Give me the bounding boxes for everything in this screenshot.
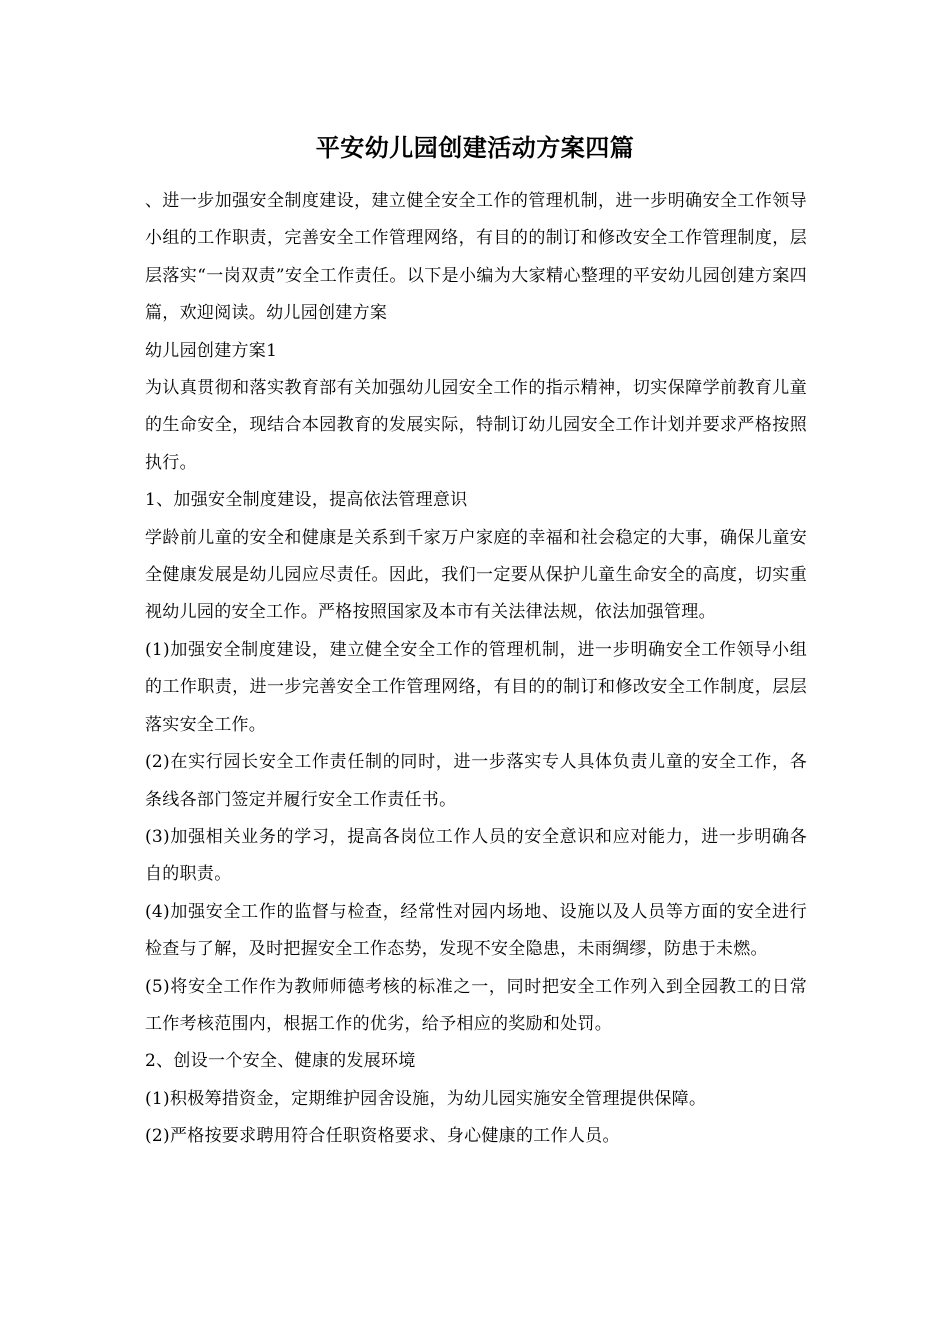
document-body bbox=[145, 183, 807, 1156]
section-heading-plan-1: 幼儿园创建方案1 bbox=[145, 340, 278, 361]
list-item-2-1: (1)积极筹措资金，定期维护园舍设施，为幼儿园实施安全管理提供保障。 bbox=[145, 1088, 707, 1109]
plan-1-intro-paragraph: 为认真贯彻和落实教育部有关加强幼儿园安全工作的指示精神，切实保障学前教育儿童的生命安全，现结合本园教育的发展实际，特制订幼儿园安全工作计划并要求严格按照执行。 bbox=[145, 378, 807, 473]
section-1-paragraph: 学龄前儿童的安全和健康是关系到千家万户家庭的幸福和社会稳定的大事，确保儿童安全健康发展是幼儿园应尽责任。因此，我们一定要从保护儿童生命安全的高度，切实重视幼儿园的安全工作。严格按照国家及本市有关法律法规，依法加强管理。 bbox=[145, 527, 807, 623]
list-item-1-3: (3)加强相关业务的学习，提高各岗位工作人员的安全意识和应对能力，进一步明确各自的职责。 bbox=[145, 826, 807, 885]
list-item-2-2: (2)严格按要求聘用符合任职资格要求、身心健康的工作人员。 bbox=[145, 1126, 620, 1147]
section-heading-2: 2、创设一个安全、健康的发展环境 bbox=[145, 1051, 416, 1072]
list-item-1-4: (4)加强安全工作的监督与检查，经常性对园内场地、设施以及人员等方面的安全进行检查与了解，及时把握安全工作态势，发现不安全隐患，未雨绸缪，防患于未燃。 bbox=[145, 901, 807, 960]
section-heading-1: 1、加强安全制度建设，提高依法管理意识 bbox=[145, 490, 468, 511]
list-item-1-5: (5)将安全工作作为教师师德考核的标准之一，同时把安全工作列入到全园教工的日常工作考核范围内，根据工作的优劣，给予相应的奖励和处罚。 bbox=[145, 976, 807, 1034]
intro-paragraph: 、进一步加强安全制度建设，建立健全安全工作的管理机制，进一步明确安全工作领导小组的工作职责，完善安全工作管理网络，有目的的制订和修改安全工作管理制度，层层落实“一岗双责”安全工作责任。以下是小编为大家精心整理的平安幼儿园创建方案四篇，欢迎阅读。幼儿园创建方案 bbox=[145, 191, 807, 324]
list-item-1-1: (1)加强安全制度建设，建立健全安全工作的管理机制，进一步明确安全工作领导小组的工作职责，进一步完善安全工作管理网络，有目的的制订和修改安全工作制度，层层落实安全工作。 bbox=[145, 639, 807, 735]
document-title: 平安幼儿园创建活动方案四篇 bbox=[315, 133, 635, 162]
list-item-1-2: (2)在实行园长安全工作责任制的同时，进一步落实专人具体负责儿童的安全工作，各条线各部门签定并履行安全工作责任书。 bbox=[145, 752, 807, 810]
